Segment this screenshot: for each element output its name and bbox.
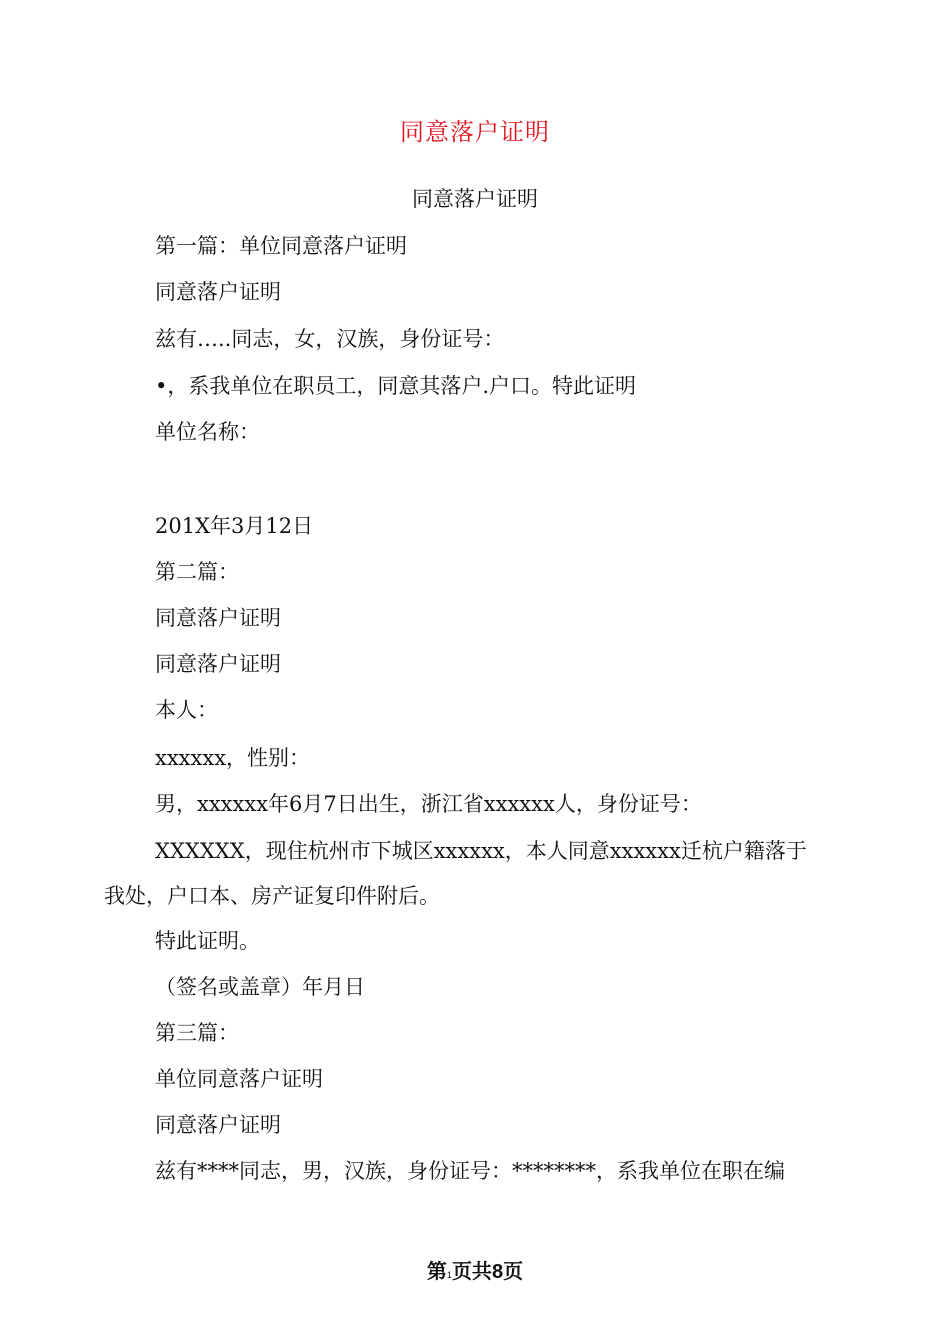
paragraph-line: 我处，户口本、房产证复印件附后。 <box>104 884 440 908</box>
page-number-footer <box>0 1258 950 1289</box>
paragraph-line: 兹有****同志，男，汉族，身份证号：********，系我单位在职在编 <box>155 1159 785 1183</box>
paragraph-line: 同意落户证明 <box>155 652 281 676</box>
paragraph-line: xxxxxx，性别： <box>155 746 311 770</box>
paragraph-line: （签名或盖章）年月日 <box>155 975 365 999</box>
paragraph-line: 第三篇： <box>155 1021 239 1045</box>
paragraph-line: 同意落户证明 <box>155 280 281 304</box>
footer-prefix: 第 <box>426 1261 447 1283</box>
footer-suffix: 页 <box>503 1261 524 1283</box>
document-subtitle: 同意落户证明 <box>412 187 538 211</box>
document-title: 同意落户证明 <box>400 118 550 146</box>
paragraph-line: 单位同意落户证明 <box>155 1067 323 1091</box>
paragraph-line: •，系我单位在职员工，同意其落户.户口。特此证明 <box>155 374 637 398</box>
paragraph-line: 单位名称： <box>155 420 260 444</box>
footer-middle: 页共 <box>451 1261 492 1283</box>
paragraph-line: 第一篇：单位同意落户证明 <box>155 234 407 258</box>
paragraph-line: 本人： <box>155 698 218 722</box>
paragraph-line: 第二篇： <box>155 560 239 584</box>
paragraph-line: XXXXXX，现住杭州市下城区xxxxxx，本人同意xxxxxx迁杭户籍落于 <box>155 839 807 863</box>
paragraph-line: 同意落户证明 <box>155 1113 281 1137</box>
footer-current-page: 1 <box>446 1270 452 1280</box>
paragraph-line: 男，xxxxxx年6月7日出生，浙江省xxxxxx人，身份证号： <box>155 792 702 816</box>
paragraph-line: 兹有…..同志，女，汉族，身份证号： <box>155 327 505 351</box>
paragraph-line: 同意落户证明 <box>155 606 281 630</box>
footer-total-pages: 8 <box>491 1261 504 1283</box>
paragraph-line: 201X年3月12日 <box>155 514 314 538</box>
paragraph-line: 特此证明。 <box>155 929 260 953</box>
